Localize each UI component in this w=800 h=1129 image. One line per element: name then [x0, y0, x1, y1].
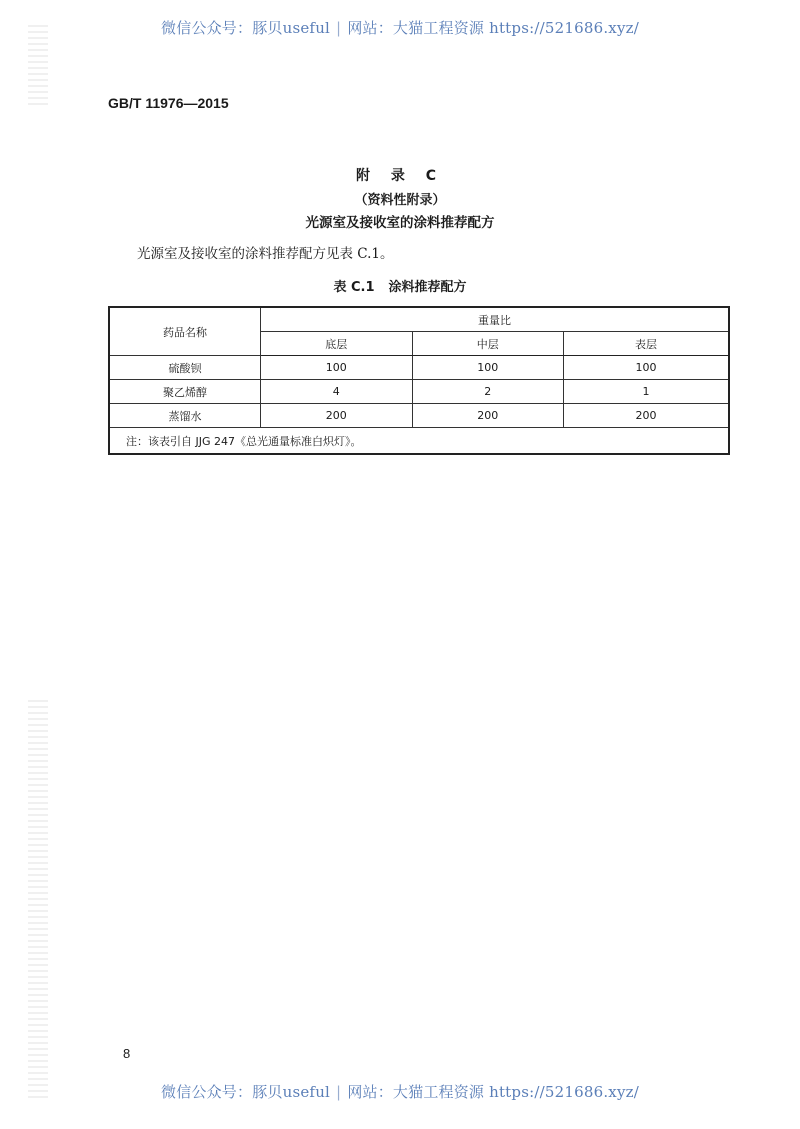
watermark-wechat: 微信公众号：豚贝useful: [161, 19, 331, 37]
table-caption-title: 涂料推荐配方: [388, 280, 467, 295]
table-header-row: [109, 307, 729, 332]
table-note: 注：该表引自 JJG 247《总光通量标准白炽灯》。: [109, 428, 729, 455]
scan-artifact: [28, 700, 48, 1100]
cell-value: 100: [260, 356, 412, 380]
table-caption-number: 表 C.1: [333, 280, 375, 295]
header-weight-ratio: 重量比: [260, 307, 729, 332]
annex-label: 附 录 C: [355, 168, 445, 184]
header-bottom-layer: 底层: [260, 332, 412, 356]
watermark-wechat: 微信公众号：豚贝useful: [161, 1083, 331, 1101]
cell-value: 200: [260, 404, 412, 428]
cell-value: 100: [412, 356, 564, 380]
table-row: [109, 380, 729, 404]
table-row: [109, 356, 729, 380]
row-name: 聚乙烯醇: [109, 380, 260, 404]
watermark-top: [0, 17, 800, 38]
cell-value: 2: [412, 380, 564, 404]
standard-number: GB/T 11976—2015: [108, 95, 229, 111]
cell-value: 1: [564, 380, 729, 404]
cell-value: 200: [564, 404, 729, 428]
cell-value: 4: [260, 380, 412, 404]
annex-type: （资料性附录）: [354, 193, 446, 208]
row-name: 硫酸钡: [109, 356, 260, 380]
intro-paragraph: 光源室及接收室的涂料推荐配方见表 C.1。: [137, 246, 394, 262]
page-number: 8: [123, 1046, 131, 1061]
cell-value: 200: [412, 404, 564, 428]
cell-value: 100: [564, 356, 729, 380]
recipe-table: [108, 306, 730, 455]
header-top-layer: 表层: [564, 332, 729, 356]
header-name-column: 药品名称: [109, 307, 260, 356]
watermark-website: 网站：大猫工程资源 https://521686.xyz/: [347, 1083, 639, 1101]
watermark-separator: |: [336, 1083, 342, 1101]
table-caption: [0, 276, 800, 295]
watermark-website: 网站：大猫工程资源 https://521686.xyz/: [347, 19, 639, 37]
table-note-row: [109, 428, 729, 455]
header-middle-layer: 中层: [412, 332, 564, 356]
watermark-separator: |: [336, 19, 342, 37]
row-name: 蒸馏水: [109, 404, 260, 428]
annex-title: 光源室及接收室的涂料推荐配方: [305, 215, 495, 231]
watermark-bottom: [0, 1081, 800, 1102]
table-row: [109, 404, 729, 428]
